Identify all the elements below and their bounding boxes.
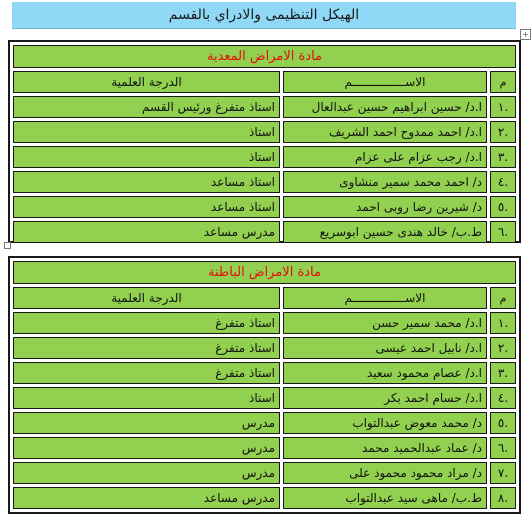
row-degree: مدرس مساعد — [13, 221, 280, 243]
header-name: الاســـــــــــــــم — [283, 71, 487, 93]
table-row — [13, 221, 516, 243]
row-name: ا.د/ نابيل احمد عيسى — [283, 337, 487, 359]
row-name: ا.د/ حسام احمد بكر — [283, 387, 487, 409]
table-row — [13, 387, 516, 409]
table-row — [13, 146, 516, 168]
table-row — [13, 196, 516, 218]
row-degree: استاذ متفرغ — [13, 362, 280, 384]
table-move-handle-icon[interactable]: + — [520, 29, 531, 40]
header-degree: الدرجة العلمية — [13, 287, 280, 309]
row-degree: مدرس — [13, 412, 280, 434]
row-name: ا.د/ محمد سمير حسن — [283, 312, 487, 334]
row-name: د/ مراد محمود محمود على — [283, 462, 487, 484]
section-row — [13, 45, 516, 68]
row-degree: استاذ — [13, 146, 280, 168]
header-num: م — [490, 71, 516, 93]
section-title: مادة الامراض المعدية — [13, 45, 516, 68]
section-row — [13, 261, 516, 284]
row-degree: مدرس مساعد — [13, 487, 280, 509]
page-title: الهيكل التنظيمى والادراي بالقسم — [12, 2, 516, 29]
row-degree: استاذ مساعد — [13, 171, 280, 193]
paragraph-marker-icon — [4, 242, 11, 249]
row-num: .٢ — [490, 337, 516, 359]
row-num: .٤ — [490, 387, 516, 409]
row-name: ط.ب/ خالد هندى حسين ابوسريع — [283, 221, 487, 243]
row-num: .٦ — [490, 437, 516, 459]
header-num: م — [490, 287, 516, 309]
row-num: .١ — [490, 312, 516, 334]
row-name: ا.د/ احمد ممدوح احمد الشريف — [283, 121, 487, 143]
row-name: د/ عماد عبدالحميد محمد — [283, 437, 487, 459]
row-num: .٣ — [490, 362, 516, 384]
row-num: .٢ — [490, 121, 516, 143]
row-degree: استاذ متفرغ — [13, 312, 280, 334]
table-row — [13, 312, 516, 334]
table-row — [13, 337, 516, 359]
row-degree: استاذ — [13, 387, 280, 409]
row-num: .٨ — [490, 487, 516, 509]
row-name: د/ احمد محمد سمير منشاوى — [283, 171, 487, 193]
row-num: .٦ — [490, 221, 516, 243]
table-row — [13, 171, 516, 193]
table-row — [13, 362, 516, 384]
row-name: ا.د/ رجب عزام على عزام — [283, 146, 487, 168]
header-name: الاســـــــــــــــم — [283, 287, 487, 309]
table-row — [13, 487, 516, 509]
row-degree: مدرس — [13, 437, 280, 459]
row-degree: استاذ — [13, 121, 280, 143]
row-name: ط.ب/ ماهى سيد عبدالتواب — [283, 487, 487, 509]
table-row — [13, 96, 516, 118]
section-title: مادة الامراض الباطنة — [13, 261, 516, 284]
row-num: .٤ — [490, 171, 516, 193]
row-name: ا.د/ عصام محمود سعيد — [283, 362, 487, 384]
row-num: .٧ — [490, 462, 516, 484]
table-row — [13, 437, 516, 459]
row-num: .٣ — [490, 146, 516, 168]
row-degree: مدرس — [13, 462, 280, 484]
table-row — [13, 412, 516, 434]
row-name: د/ شيرين رضا روبى احمد — [283, 196, 487, 218]
row-num: .٥ — [490, 412, 516, 434]
internal-medicine-table — [8, 256, 521, 514]
row-num: .٥ — [490, 196, 516, 218]
header-degree: الدرجة العلمية — [13, 71, 280, 93]
row-degree: استاذ متفرغ — [13, 337, 280, 359]
row-degree: استاذ متفرغ ورئيس القسم — [13, 96, 280, 118]
header-row — [13, 71, 516, 93]
row-degree: استاذ مساعد — [13, 196, 280, 218]
row-num: .١ — [490, 96, 516, 118]
table-row — [13, 462, 516, 484]
row-name: د/ محمد معوض عبدالتواب — [283, 412, 487, 434]
header-row — [13, 287, 516, 309]
infectious-diseases-table — [8, 40, 521, 243]
table-row — [13, 121, 516, 143]
row-name: ا.د/ حسين ابراهيم حسين عبدالعال — [283, 96, 487, 118]
